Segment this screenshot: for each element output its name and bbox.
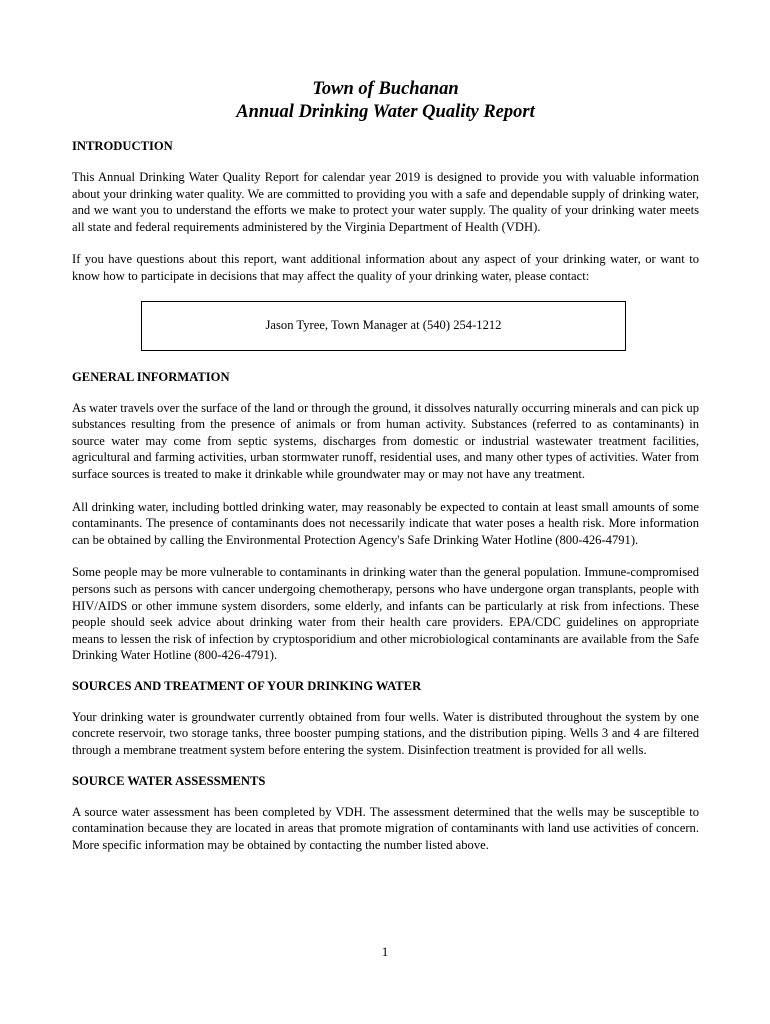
intro-paragraph-2: If you have questions about this report, want additional information about any aspect of your drinking water, or want to know how to participate in decisions that may affect the quality of your drinking water, please contact: — [72, 252, 699, 283]
contact-box — [141, 301, 626, 351]
heading-introduction: INTRODUCTION — [72, 139, 173, 153]
intro-paragraph-1: This Annual Drinking Water Quality Report for calendar year 2019 is designed to provide you with valuable information about your drinking water quality. We are committed to providing you with a safe and dependable supply of drinking water, and we want you to understand the efforts we make to protect your water supply. The quality of your drinking water meets all state and federal requirements administered by the Virginia Department of Health (VDH). — [72, 170, 699, 234]
assessments-paragraph-1: A source water assessment has been completed by VDH. The assessment determined that the wells may be susceptible to contamination because they are located in areas that promote migration of contaminants with land use activities of concern. More specific information may be obtained by contacting the number listed above. — [72, 804, 699, 852]
report-page — [72, 78, 699, 853]
page-number: 1 — [381, 945, 389, 959]
report-title-line1: Town of Buchanan — [312, 79, 459, 99]
sources-paragraph-1: Your drinking water is groundwater currently obtained from four wells. Water is distributed throughout the system by one concrete reservoir, two storage tanks, three booster pumping stations, and the distribution piping. Wells 3 and 4 are filtered through a membrane treatment system before entering the system. Disinfection treatment is provided for all wells. — [72, 709, 699, 758]
heading-source-water-assessments: SOURCE WATER ASSESSMENTS — [72, 773, 266, 788]
report-title-line2: Annual Drinking Water Quality Report — [236, 102, 535, 122]
heading-general-information: GENERAL INFORMATION — [72, 369, 230, 384]
heading-sources-treatment: SOURCES AND TREATMENT OF YOUR DRINKING WATER — [72, 678, 422, 693]
general-paragraph-1: As water travels over the surface of the land or through the ground, it dissolves naturally occurring minerals and can pick up substances resulting from the presence of animals or from human activity. Substances (referred to as contaminants) in source water may come from septic systems, discharges from domestic or industrial wastewater treatment facilities, agricultural and farming activities, urban stormwater runoff, residential uses, and many other types of activities. Water from surface sources is treated to make it drinkable while groundwater may or may not have any treatment. — [72, 400, 699, 481]
general-paragraph-3: Some people may be more vulnerable to contaminants in drinking water than the general population. Immune-compromised persons such as persons with cancer undergoing chemotherapy, persons who have undergone organ transplants, people with HIV/AIDS or other immune system disorders, some elderly, and infants can be particularly at risk from infections. These people should seek advice about drinking water from their health care providers. EPA/CDC guidelines on appropriate means to lessen the risk of infection by cryptosporidium and other microbiological contaminants are available from the Safe Drinking Water Hotline (800-426-4791). — [72, 565, 699, 663]
contact-text: Jason Tyree, Town Manager at (540) 254-1212 — [265, 318, 502, 333]
general-paragraph-2: All drinking water, including bottled drinking water, may reasonably be expected to contain at least small amounts of some contaminants. The presence of contaminants does not necessarily indicate that water poses a health risk. More information can be obtained by calling the Environmental Protection Agency's Safe Drinking Water Hotline (800-426-4791). — [72, 499, 699, 547]
